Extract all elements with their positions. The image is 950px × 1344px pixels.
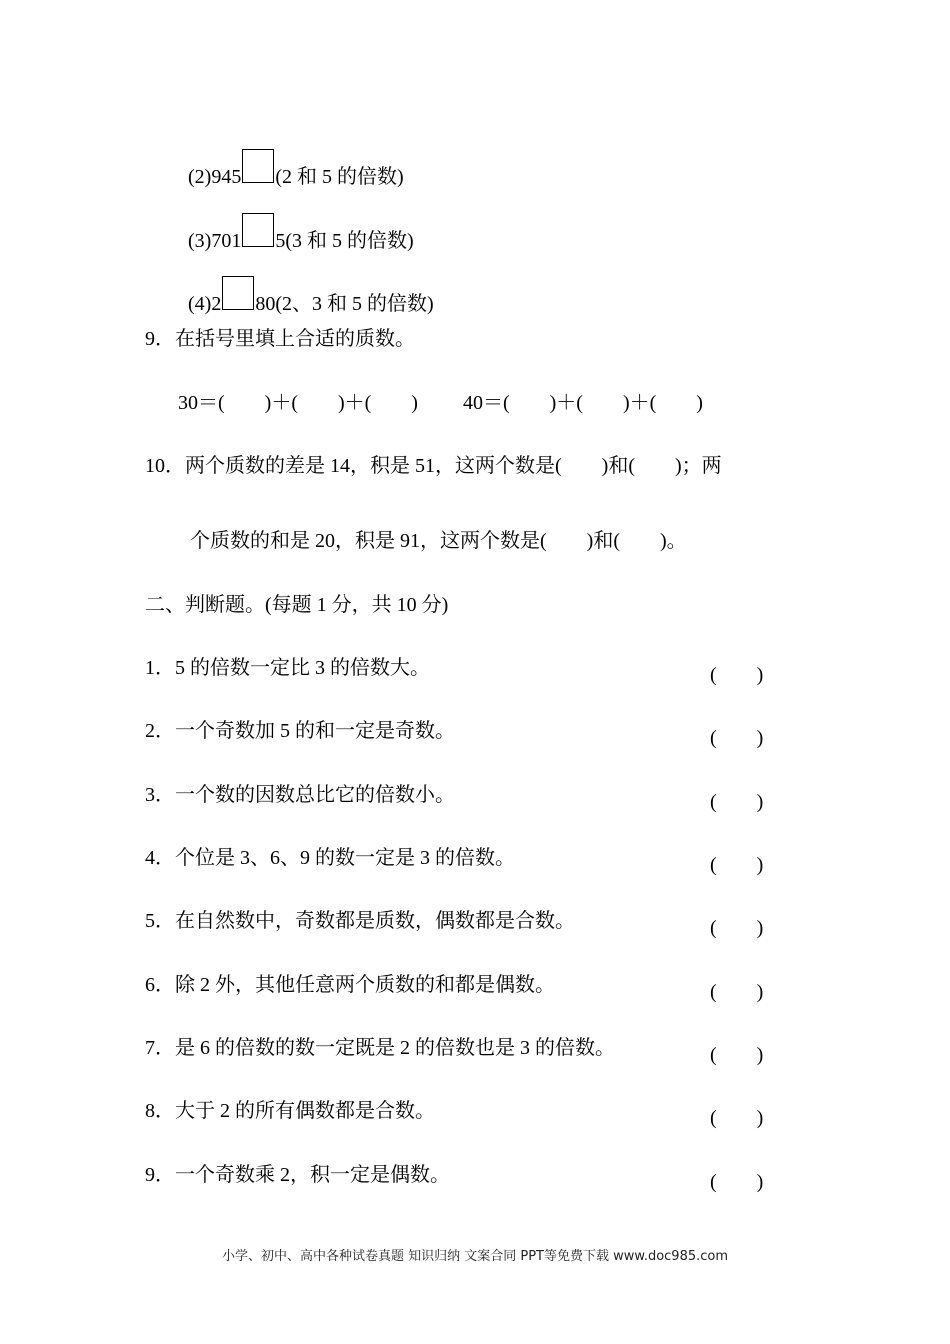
question-9: 9．在括号里填上合适的质数。: [145, 328, 415, 350]
judge-answer-8[interactable]: ( ): [710, 1107, 764, 1129]
fill-item-3: [178, 203, 414, 257]
answer-box[interactable]: [242, 213, 274, 247]
judge-answer-4[interactable]: ( ): [710, 854, 764, 876]
judge-answer-3[interactable]: ( ): [710, 791, 764, 813]
question-10-line1: 10．两个质数的差是 14，积是 51，这两个数是( )和( )；两: [145, 455, 722, 477]
judge-item-1: 1．5 的倍数一定比 3 的倍数大。: [145, 657, 430, 679]
question-9-equation: 30＝( )＋( )＋( ) 40＝( )＋( )＋( ): [178, 392, 703, 414]
page-footer: 小学、初中、高中各种试卷真题 知识归纳 文案合同 PPT等免费下载 www.doc985.com: [221, 1249, 729, 1264]
judge-item-8: 8．大于 2 的所有偶数都是合数。: [145, 1100, 435, 1122]
judge-item-5: 5．在自然数中，奇数都是质数，偶数都是合数。: [145, 910, 575, 932]
fill-item-3-pre: (3)701: [188, 230, 242, 252]
judge-item-3: 3．一个数的因数总比它的倍数小。: [145, 784, 455, 806]
answer-box[interactable]: [242, 149, 274, 183]
judge-item-2: 2．一个奇数加 5 的和一定是奇数。: [145, 720, 455, 742]
judge-answer-7[interactable]: ( ): [710, 1044, 764, 1066]
judge-item-9: 9．一个奇数乘 2，积一定是偶数。: [145, 1164, 450, 1186]
judge-answer-6[interactable]: ( ): [710, 981, 764, 1003]
fill-item-2-pre: (2)945: [188, 166, 242, 188]
judge-answer-2[interactable]: ( ): [710, 727, 764, 749]
section-2-heading: 二、判断题。(每题 1 分，共 10 分): [145, 594, 449, 616]
judge-answer-9[interactable]: ( ): [710, 1171, 764, 1193]
fill-item-4-post: 80(2、3 和 5 的倍数): [255, 293, 434, 315]
fill-item-4: [178, 266, 434, 320]
judge-item-7: 7．是 6 的倍数的数一定既是 2 的倍数也是 3 的倍数。: [145, 1037, 615, 1059]
judge-answer-1[interactable]: ( ): [710, 664, 764, 686]
judge-item-6: 6．除 2 外，其他任意两个质数的和都是偶数。: [145, 974, 555, 996]
fill-item-2-post: (2 和 5 的倍数): [275, 166, 404, 188]
judge-item-4: 4．个位是 3、6、9 的数一定是 3 的倍数。: [145, 847, 515, 869]
fill-item-4-pre: (4)2: [188, 293, 222, 315]
answer-box[interactable]: [222, 276, 254, 310]
question-10-line2: 个质数的和是 20，积是 91，这两个数是( )和( )。: [190, 530, 687, 552]
judge-answer-5[interactable]: ( ): [710, 917, 764, 939]
fill-item-3-post: 5(3 和 5 的倍数): [275, 230, 414, 252]
fill-item-2: [178, 139, 404, 193]
